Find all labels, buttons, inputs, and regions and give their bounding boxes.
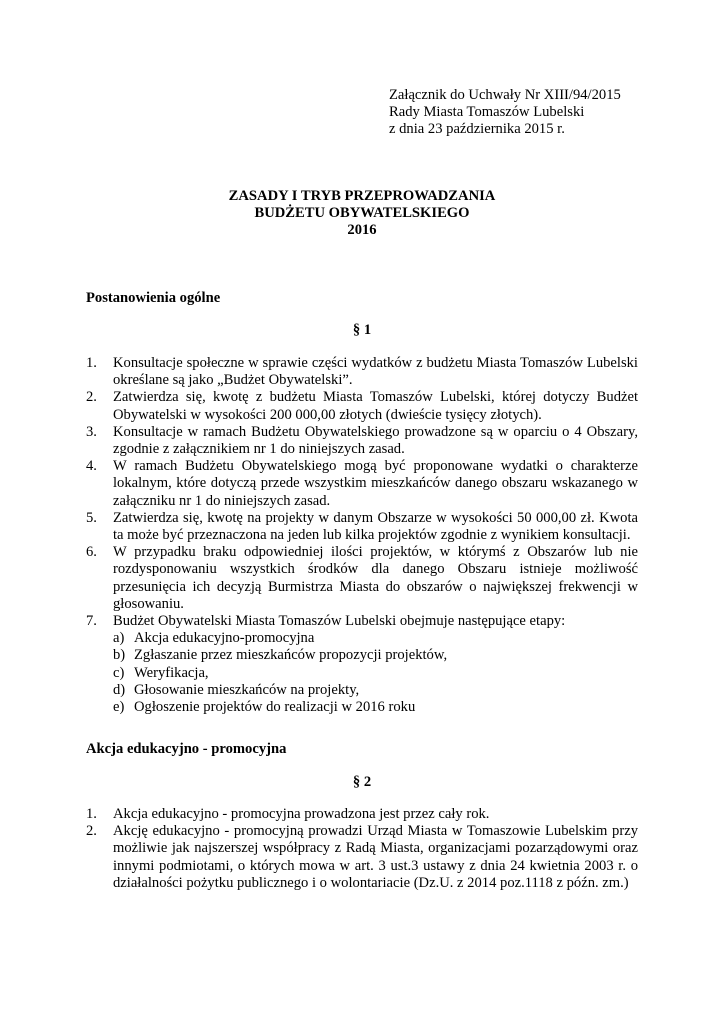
stage-text: Akcja edukacyjno-promocyjna (134, 630, 315, 647)
stage-letter: c) (113, 664, 125, 681)
item-text: Akcję edukacyjno - promocyjną prowadzi Urząd Miasta w Tomaszowie Lubelskim przy możliwie jak najszerszej współpracy z Radą Miasta, organizacjami pozarządowymi oraz innymi podmiotami, o których mowa w art. 3 ust.3 ustawy z dnia 24 kwietnia 2003 r. o działalności pożytku publicznego i o wolontariacie (Dz.U. z 2014 poz.1118 z późn. zm.) (113, 823, 638, 891)
stage-item (113, 647, 638, 664)
title-line-3: 2016 (347, 222, 377, 239)
stages-list (113, 630, 638, 716)
list-item (86, 355, 638, 389)
item-text: Budżet Obywatelski Miasta Tomaszów Lubelski obejmuje następujące etapy: (113, 613, 566, 630)
list-item (86, 544, 638, 613)
title-line-2: BUDŻETU OBYWATELSKIEGO (254, 205, 470, 222)
stage-item (113, 699, 638, 716)
list-item (86, 424, 638, 458)
item-number: 1. (86, 355, 97, 371)
list-item (86, 613, 638, 716)
list-item (86, 823, 638, 892)
paragraph-mark-1: § 1 (352, 322, 372, 338)
list-item (86, 389, 638, 423)
item-text: Konsultacje społeczne w sprawie części wydatków z budżetu Miasta Tomaszów Lubelski określane są jako „Budżet Obywatelski”. (113, 355, 638, 389)
stage-text: Głosowanie mieszkańców na projekty, (134, 681, 360, 698)
stage-text: Ogłoszenie projektów do realizacji w 2016 roku (134, 699, 416, 716)
stage-item (113, 665, 638, 682)
item-number: 7. (86, 613, 97, 630)
item-number: 2. (86, 823, 97, 840)
section1-list (86, 355, 638, 716)
document-title (86, 188, 638, 240)
item-number: 5. (86, 509, 97, 526)
item-number: 6. (86, 544, 97, 561)
item-text: Konsultacje w ramach Budżetu Obywatelskiego prowadzone są w oparciu o 4 Obszary, zgodnie z załącznikiem nr 1 do niniejszych zasad. (113, 423, 638, 458)
stage-letter: d) (113, 681, 126, 698)
stage-text: Zgłaszanie przez mieszkańców propozycji projektów, (134, 647, 448, 664)
item-number: 4. (86, 458, 97, 475)
item-text: Zatwierdza się, kwotę na projekty w danym Obszarze w wysokości 50 000,00 zł. Kwota ta może być przeznaczona na jeden lub kilka projektów zgodnie z wynikiem konsultacji. (113, 509, 638, 544)
section-heading-education: Akcja edukacyjno - promocyjna (86, 741, 287, 757)
item-text: W przypadku braku odpowiedniej ilości projektów, w którymś z Obszarów lub nie rozdysponowaniu wszystkich środków dla danego Obszaru istnieje możliwość przesunięcia ich decyzją Burmistrza Miasta do obszarów o największej frekwencji w głosowaniu. (113, 544, 638, 612)
stage-letter: e) (113, 699, 125, 716)
title-line-1: ZASADY I TRYB PRZEPROWADZANIA (228, 188, 496, 204)
item-number: 3. (86, 423, 97, 440)
stage-item (113, 630, 638, 647)
stage-item (113, 682, 638, 699)
header-line-3: z dnia 23 października 2015 r. (389, 121, 565, 138)
item-text: W ramach Budżetu Obywatelskiego mogą być proponowane wydatki o charakterze lokalnym, które dotyczą przede wszystkim mieszkańców danego obszaru wskazanego w załączniku nr 1 do niniejszych zasad. (113, 458, 638, 509)
list-item (86, 806, 638, 823)
header-line-1: Załącznik do Uchwały Nr XIII/94/2015 (389, 87, 621, 103)
item-text: Zatwierdza się, kwotę z budżetu Miasta Tomaszów Lubelski, której dotyczy Budżet Obywatelski w wysokości 200 000,00 złotych (dwieście tysięcy złotych). (113, 389, 638, 423)
stage-letter: a) (113, 630, 125, 647)
paragraph-mark-2: § 2 (352, 774, 372, 790)
list-item (86, 458, 638, 510)
attachment-header (389, 87, 709, 139)
list-item (86, 510, 638, 544)
section2-list (86, 806, 638, 892)
stage-letter: b) (113, 647, 126, 664)
header-line-2: Rady Miasta Tomaszów Lubelski (389, 104, 585, 121)
item-number: 2. (86, 389, 97, 406)
item-number: 1. (86, 806, 97, 822)
stage-text: Weryfikacja, (134, 664, 209, 681)
item-text: Akcja edukacyjno - promocyjna prowadzona jest przez cały rok. (113, 806, 490, 822)
section-heading-general: Postanowienia ogólne (86, 290, 221, 306)
